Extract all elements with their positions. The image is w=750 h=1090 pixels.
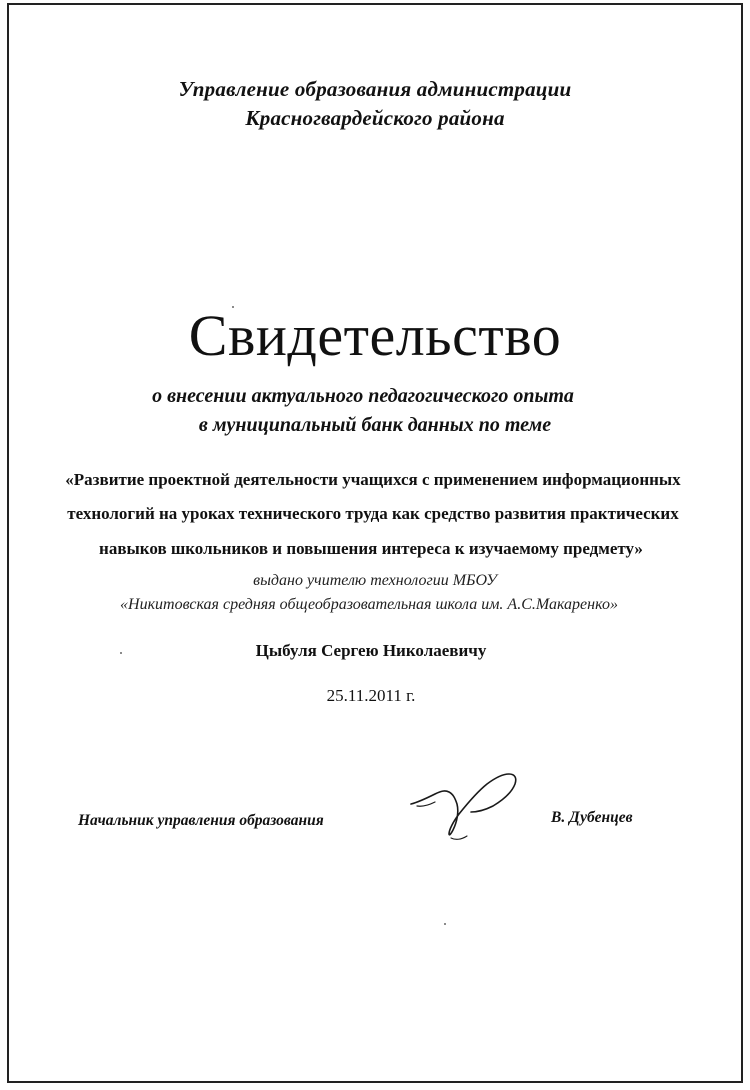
topic-line-1: «Развитие проектной деятельности учащихся с применением информационных: [65, 470, 681, 489]
recipient-name: Цыбуля Сергею Николаевичу: [255, 641, 487, 660]
document-title: Свидетельство: [188, 303, 562, 368]
signatory-role: Начальник управления образования: [78, 812, 324, 829]
issuer-line-1: Управление образования администрации: [178, 77, 572, 101]
issue-date: 25.11.2011 г.: [326, 686, 416, 705]
issuer-line-2: Красногвардейского района: [245, 106, 505, 130]
subtitle-line-2: в муниципальный банк данных по теме: [198, 414, 552, 436]
issued-to-line-1: выдано учителю технологии МБОУ: [253, 572, 497, 589]
handwritten-signature: [405, 760, 535, 845]
scan-speck: [444, 923, 446, 925]
issued-to-line-2: «Никитовская средняя общеобразовательная школа им. А.С.Макаренко»: [120, 596, 618, 613]
signatory-name: В. Дубенцев: [551, 809, 633, 826]
topic-line-3: навыков школьников и повышения интереса к изучаемому предмету»: [99, 539, 643, 558]
topic-line-2: технологий на уроках технического труда как средство развития практических: [67, 504, 679, 523]
subtitle-line-1: о внесении актуального педагогического опыта: [152, 385, 574, 407]
